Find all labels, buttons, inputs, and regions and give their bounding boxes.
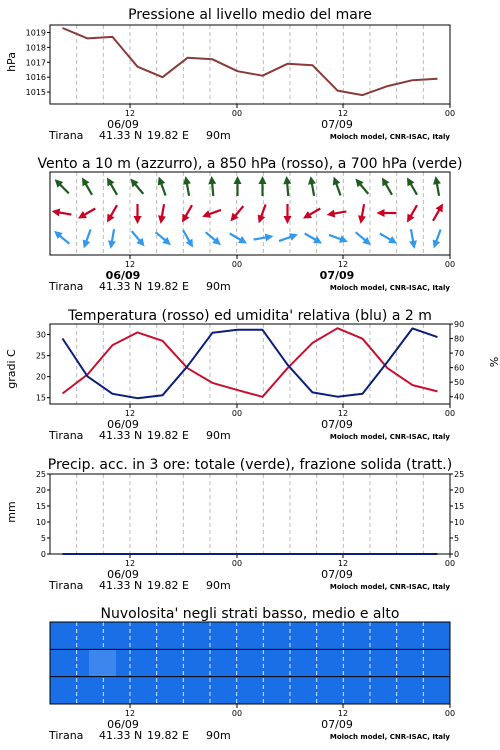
time-tick-label-4-2: 12 — [337, 709, 349, 718]
time-tick-label-4-1: 00 — [231, 709, 243, 718]
time-tick-label-2-0: 12 — [124, 409, 136, 418]
wind-arrow-700-9 — [283, 176, 293, 197]
wind-arrow-10m-8 — [253, 232, 274, 243]
ytick-label-left-2-3: 30 — [35, 330, 46, 340]
wind-arrow-10m-15 — [430, 228, 444, 250]
wind-arrow-700-2 — [104, 175, 121, 196]
ytick-label-left-2-2: 25 — [35, 351, 46, 361]
location-lat-0: 41.33 N — [99, 129, 143, 142]
panel-title-precip: Precip. acc. in 3 ore: totale (verde), frazione solida (tratt.) — [47, 457, 453, 473]
wind-arrow-10m-9 — [278, 230, 300, 244]
wind-arrow-700-1 — [79, 175, 96, 196]
wind-arrow-10m-3 — [129, 229, 148, 249]
ytick-label-left-0-0: 1015 — [25, 88, 46, 98]
ytick-label-left-3-3: 15 — [35, 502, 46, 511]
time-tick-label-1-0: 12 — [124, 260, 136, 269]
time-tick-label-0-1: 00 — [231, 109, 243, 118]
panel-frame-3 — [50, 474, 450, 554]
date-label-1-0: 06/09 — [105, 269, 141, 282]
wind-arrow-10m-2 — [107, 228, 118, 249]
ytick-label-right-3-1: 5 — [454, 534, 460, 543]
wind-arrow-700-13 — [379, 175, 396, 196]
wind-arrow-10m-6 — [203, 229, 223, 248]
wind-arrow-700-6 — [208, 176, 218, 197]
location-name-1: Tirana — [49, 280, 84, 293]
wind-arrow-10m-14 — [407, 228, 418, 249]
wind-arrow-700-0 — [52, 176, 72, 196]
date-label-3-0: 06/09 — [107, 568, 139, 581]
wind-arrow-850-12 — [357, 203, 368, 224]
location-lat-4: 41.33 N — [99, 729, 143, 742]
wind-arrow-850-15 — [430, 201, 447, 222]
panel-title-pressure: Pressione al livello medio del mare — [128, 7, 372, 23]
ytick-label-left-0-3: 1018 — [25, 43, 46, 53]
time-tick-label-4-0: 12 — [124, 709, 136, 718]
ylabel-humidity: % — [487, 356, 500, 368]
ytick-label-left-3-2: 10 — [35, 518, 46, 527]
wind-arrow-850-3 — [134, 204, 142, 224]
ylabel-precip: mm — [5, 501, 18, 523]
location-elev-1: 90m — [206, 280, 231, 293]
credit-4: Moloch model, CNR-ISAC, Italy — [329, 733, 450, 741]
wind-arrow-700-15 — [432, 175, 443, 196]
ytick-label-left-0-2: 1017 — [25, 58, 46, 68]
wind-arrow-700-12 — [352, 176, 371, 196]
ytick-label-left-3-1: 5 — [40, 534, 46, 543]
date-label-2-1: 07/09 — [321, 418, 353, 431]
wind-arrow-700-8 — [259, 176, 267, 196]
wind-arrow-850-1 — [76, 205, 97, 222]
location-lon-2: 19.82 E — [147, 429, 189, 442]
location-elev-0: 90m — [206, 129, 231, 142]
ytick-label-right-2-1: 50 — [454, 378, 465, 388]
wind-arrow-700-7 — [234, 176, 242, 196]
time-tick-label-2-3: 00 — [444, 409, 456, 418]
panel-title-temp-humidity: Temperatura (rosso) ed umidita' relativa (blu) a 2 m — [68, 308, 432, 324]
time-tick-label-2-2: 12 — [337, 409, 349, 418]
location-name-0: Tirana — [49, 129, 84, 142]
wind-arrow-10m-1 — [80, 228, 94, 250]
location-name-3: Tirana — [49, 579, 84, 592]
date-label-3-1: 07/09 — [321, 568, 353, 581]
location-lon-3: 19.82 E — [147, 579, 189, 592]
date-label-2-0: 06/09 — [107, 418, 139, 431]
ytick-label-left-0-1: 1016 — [25, 73, 46, 83]
time-tick-label-0-2: 12 — [337, 109, 349, 118]
date-label-1-1: 07/09 — [319, 269, 355, 282]
panel-title-wind: Vento a 10 m (azzurro), a 850 hPa (rosso), a 700 hPa (verde) — [37, 156, 463, 172]
wind-arrow-850-5 — [179, 203, 196, 224]
location-lon-4: 19.82 E — [147, 729, 189, 742]
credit-0: Moloch model, CNR-ISAC, Italy — [329, 133, 450, 141]
ytick-label-right-2-3: 70 — [454, 349, 465, 359]
temperature-line — [63, 328, 438, 397]
ytick-label-right-2-4: 80 — [454, 334, 465, 344]
wind-arrow-850-6 — [201, 206, 223, 220]
panel-title-cloud: Nuvolosita' negli strati basso, medio e alto — [100, 606, 400, 622]
ylabel-temp: gradi C — [5, 349, 18, 389]
ytick-label-left-3-0: 0 — [40, 550, 46, 559]
humidity-line — [63, 328, 438, 398]
wind-arrow-850-14 — [404, 203, 421, 224]
wind-arrow-850-4 — [157, 203, 168, 224]
ytick-label-left-2-1: 20 — [35, 372, 46, 382]
wind-arrow-10m-7 — [228, 230, 249, 247]
date-label-0-0: 06/09 — [107, 118, 139, 131]
wind-arrow-700-14 — [404, 175, 421, 196]
ytick-label-right-3-3: 15 — [454, 502, 465, 511]
time-tick-label-3-1: 00 — [231, 559, 243, 568]
time-tick-label-3-2: 12 — [337, 559, 349, 568]
ytick-label-left-2-0: 15 — [35, 393, 46, 403]
ytick-label-right-2-5: 90 — [454, 320, 465, 329]
wind-arrow-850-0 — [51, 207, 72, 218]
time-tick-label-2-1: 00 — [231, 409, 243, 418]
ytick-label-right-3-0: 0 — [454, 550, 460, 559]
wind-arrow-850-8 — [255, 203, 269, 225]
date-label-4-0: 06/09 — [107, 718, 139, 731]
time-tick-label-1-3: 00 — [444, 260, 456, 269]
ytick-label-right-3-4: 20 — [454, 486, 465, 495]
wind-arrow-10m-0 — [52, 228, 72, 247]
ytick-label-right-3-2: 10 — [454, 518, 465, 527]
wind-arrow-850-7 — [227, 204, 246, 224]
ytick-label-left-0-4: 1019 — [25, 28, 46, 38]
ytick-label-right-2-0: 40 — [454, 392, 465, 402]
time-tick-label-1-1: 00 — [231, 260, 243, 269]
location-elev-4: 90m — [206, 729, 231, 742]
wind-arrow-10m-4 — [153, 229, 173, 248]
wind-arrow-10m-11 — [328, 231, 350, 245]
wind-arrow-10m-13 — [378, 230, 399, 247]
location-lon-0: 19.82 E — [147, 129, 189, 142]
location-lat-1: 41.33 N — [99, 280, 143, 293]
ylabel-pressure: hPa — [5, 52, 18, 72]
location-elev-3: 90m — [206, 579, 231, 592]
time-tick-label-3-3: 00 — [444, 559, 456, 568]
wind-arrow-10m-10 — [303, 230, 324, 247]
wind-arrow-10m-5 — [180, 228, 197, 249]
ytick-label-right-3-5: 25 — [454, 470, 465, 479]
wind-arrow-850-13 — [377, 209, 397, 217]
wind-arrow-700-11 — [330, 175, 344, 197]
date-label-4-1: 07/09 — [321, 718, 353, 731]
time-tick-label-0-0: 12 — [124, 109, 136, 118]
location-name-4: Tirana — [49, 729, 84, 742]
date-label-0-1: 07/09 — [321, 118, 353, 131]
ytick-label-left-3-4: 20 — [35, 486, 46, 495]
location-elev-2: 90m — [206, 429, 231, 442]
wind-arrow-850-2 — [104, 203, 121, 224]
ytick-label-left-3-5: 25 — [35, 470, 46, 479]
cloud-cell-light — [89, 649, 116, 676]
time-tick-label-0-3: 00 — [444, 109, 456, 118]
wind-arrow-850-11 — [326, 207, 347, 218]
time-tick-label-1-2: 12 — [337, 260, 349, 269]
credit-3: Moloch model, CNR-ISAC, Italy — [329, 583, 450, 591]
location-lon-1: 19.82 E — [147, 280, 189, 293]
credit-1: Moloch model, CNR-ISAC, Italy — [329, 284, 450, 292]
time-tick-label-4-3: 00 — [444, 709, 456, 718]
wind-arrow-850-10 — [301, 205, 322, 222]
location-lat-3: 41.33 N — [99, 579, 143, 592]
pressure-line — [63, 28, 438, 95]
location-lat-2: 41.33 N — [99, 429, 143, 442]
location-name-2: Tirana — [49, 429, 84, 442]
credit-2: Moloch model, CNR-ISAC, Italy — [329, 433, 450, 441]
ytick-label-right-2-2: 60 — [454, 363, 465, 373]
time-tick-label-3-0: 12 — [124, 559, 136, 568]
